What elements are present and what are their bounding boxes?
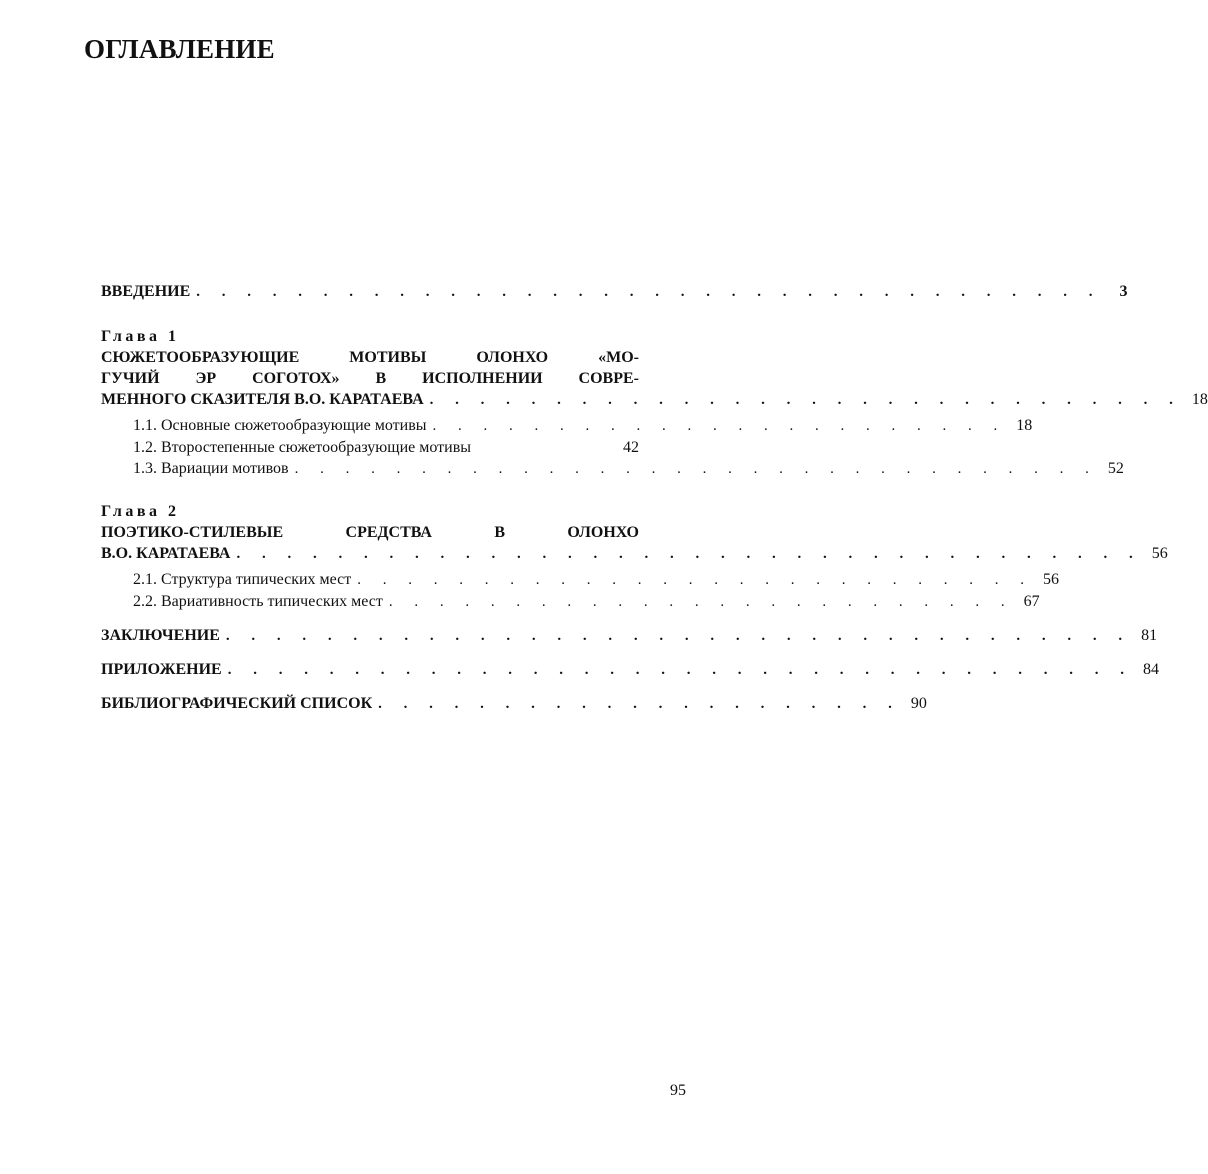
dot-leader: . . . . . . . . . . . . . . . . . . . . . . . . . . . . . . . . . . . . (236, 546, 1142, 562)
dot-leader: . . . . . . . . . . . . . . . . . . . . . . . . . . . . . . . . . . . . (196, 284, 1102, 300)
toc-entry-page: 3 (1119, 283, 1128, 300)
dot-leader: . . . . . . . . . . . . . . . . . . . . . . . . . . . . . . . . . . . . (227, 662, 1133, 678)
toc-entry-page: 90 (910, 695, 927, 712)
toc-section-title: 2.2. Вариативность типических мест (133, 593, 383, 610)
toc-section-page: 52 (1107, 460, 1124, 477)
toc-section-title: 1.3. Вариации мотивов (133, 460, 289, 477)
page-number: 95 (670, 1082, 686, 1099)
toc-section-2-2 (101, 591, 1040, 613)
dot-leader: . . . . . . . . . . . . . . . . . . . . . . . (432, 418, 1007, 434)
toc-entry-appendix (101, 659, 1159, 681)
toc-entry-title: ПРИЛОЖЕНИЕ (101, 661, 222, 678)
toc-section-1-2 (101, 437, 639, 458)
dot-leader: . . . . . . . . . . . . . . . . . . . . . . . . . . . . . . . . (294, 461, 1098, 477)
dot-leader: . . . . . . . . . . . . . . . . . . . . . . . . . . . . . . (429, 392, 1182, 408)
toc-section-page: 56 (1043, 571, 1060, 588)
dot-leader: . . . . . . . . . . . . . . . . . . . . . . . . . . . . . . . . . . . . (225, 628, 1132, 644)
chapter-1-title-line: МЕННОГО СКАЗИТЕЛЯ В.О. КАРАТАЕВА (101, 391, 424, 408)
dot-leader: . . . . . . . . . . . . . . . . . . . . . (378, 696, 901, 712)
toc-entry-intro (101, 281, 1128, 303)
chapter-2-title-line: В.О. КАРАТАЕВА (101, 545, 231, 562)
toc-section-title: 2.1. Структура типических мест (133, 571, 352, 588)
toc-entry-bibliography (101, 693, 927, 715)
toc-section-title: 1.2. Второстепенные сюжетообразующие мотивы (133, 439, 472, 456)
chapter-1-label: Глава 1 (101, 328, 180, 345)
toc-entry-conclusion (101, 625, 1158, 647)
dot-leader: . . . . . . . . . . . . . . . . . . . . . . . . . . . (357, 572, 1034, 588)
chapter-1-title-last-line (101, 389, 1208, 411)
toc-entry-title: ЗАКЛЮЧЕНИЕ (101, 627, 220, 644)
page-title: ОГЛАВЛЕНИЕ (84, 34, 275, 64)
toc-section-title: 1.1. Основные сюжетообразующие мотивы (133, 417, 427, 434)
chapter-2-label: Глава 2 (101, 503, 180, 520)
chapter-2-title-last-line (101, 543, 1168, 565)
chapter-1-title-line: СЮЖЕТООБРАЗУЮЩИЕ МОТИВЫ ОЛОНХО «МО- (101, 349, 639, 366)
dot-leader: . . . . . . . . . . . . . . . . . . . . . . . . . (388, 594, 1014, 610)
chapter-2-page: 56 (1151, 545, 1168, 562)
toc-entry-page: 81 (1141, 627, 1158, 644)
chapter-2-title-line: ПОЭТИКО-СТИЛЕВЫЕ СРЕДСТВА В ОЛОНХО (101, 524, 639, 541)
toc-section-page: 42 (623, 439, 639, 456)
table-of-contents (101, 281, 1208, 715)
chapter-1-page: 18 (1191, 391, 1208, 408)
toc-section-page: 18 (1016, 417, 1033, 434)
toc-entry-page: 84 (1142, 661, 1159, 678)
toc-section-page: 67 (1023, 593, 1040, 610)
toc-section-1-1 (101, 415, 1033, 437)
toc-section-2-1 (101, 569, 1060, 591)
toc-section-1-3 (101, 458, 1124, 480)
toc-entry-title: ВВЕДЕНИЕ (101, 283, 191, 300)
toc-entry-title: БИБЛИОГРАФИЧЕСКИЙ СПИСОК (101, 695, 373, 712)
chapter-1-title-line: ГУЧИЙ ЭР СОГОТОХ» В ИСПОЛНЕНИИ СОВРЕ- (101, 370, 639, 387)
